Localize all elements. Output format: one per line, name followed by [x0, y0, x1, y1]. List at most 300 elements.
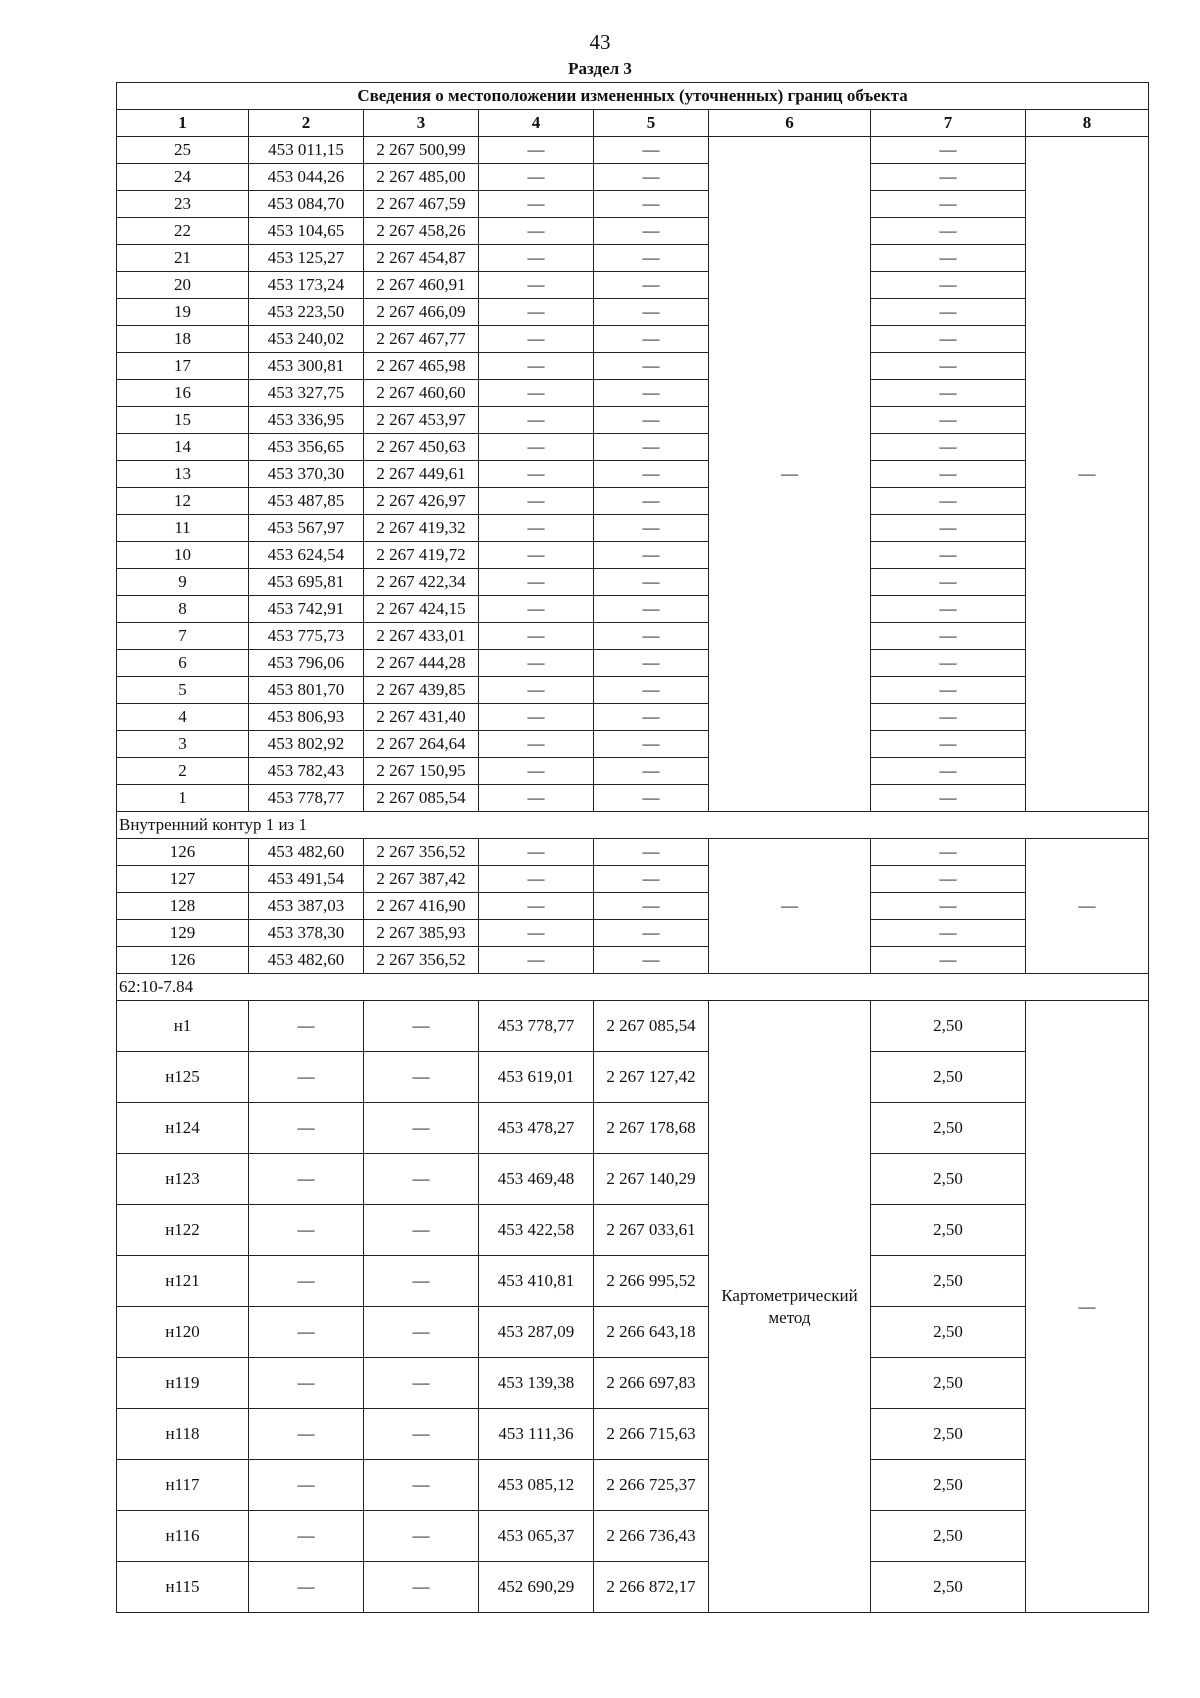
old-y-cell: 2 267 416,90 — [364, 893, 479, 920]
table-row — [117, 1460, 1149, 1511]
table-row — [117, 407, 1149, 434]
accuracy-cell: — — [871, 515, 1026, 542]
table-row — [117, 1358, 1149, 1409]
parcel-label: 62:10-7.84 — [117, 974, 1149, 1001]
new-x-cell: 453 111,36 — [479, 1409, 594, 1460]
old-y-cell: 2 267 460,60 — [364, 380, 479, 407]
table-row — [117, 1154, 1149, 1205]
old-x-cell: 453 801,70 — [249, 677, 364, 704]
table-row — [117, 191, 1149, 218]
old-y-cell: — — [364, 1256, 479, 1307]
table-row — [117, 758, 1149, 785]
new-x-cell: — — [479, 191, 594, 218]
point-number-cell: н1 — [117, 1001, 249, 1052]
page-number: 43 — [589, 30, 611, 54]
table-row — [117, 1052, 1149, 1103]
accuracy-cell: 2,50 — [871, 1052, 1026, 1103]
table-row — [117, 893, 1149, 920]
old-y-cell: 2 267 444,28 — [364, 650, 479, 677]
old-y-cell: 2 267 485,00 — [364, 164, 479, 191]
old-y-cell: — — [364, 1205, 479, 1256]
accuracy-cell: — — [871, 650, 1026, 677]
point-number-cell: 127 — [117, 866, 249, 893]
method-cell: — — [709, 137, 871, 812]
new-y-cell: — — [594, 299, 709, 326]
table-row — [117, 596, 1149, 623]
accuracy-cell: — — [871, 731, 1026, 758]
old-y-cell: 2 267 419,72 — [364, 542, 479, 569]
point-number-cell: н123 — [117, 1154, 249, 1205]
point-number-cell: 1 — [117, 785, 249, 812]
new-x-cell: — — [479, 299, 594, 326]
new-y-cell: — — [594, 137, 709, 164]
new-y-cell: 2 266 643,18 — [594, 1307, 709, 1358]
new-y-cell: 2 266 995,52 — [594, 1256, 709, 1307]
old-x-cell: 453 775,73 — [249, 623, 364, 650]
new-x-cell: — — [479, 515, 594, 542]
old-y-cell: 2 267 453,97 — [364, 407, 479, 434]
point-number-cell: 19 — [117, 299, 249, 326]
old-y-cell: 2 267 085,54 — [364, 785, 479, 812]
table-row — [117, 434, 1149, 461]
old-x-cell: 453 240,02 — [249, 326, 364, 353]
old-y-cell: 2 267 449,61 — [364, 461, 479, 488]
table-title: Сведения о местоположении измененных (уточненных) границ объекта — [117, 83, 1149, 110]
new-x-cell: 453 065,37 — [479, 1511, 594, 1562]
point-number-cell: 21 — [117, 245, 249, 272]
new-y-cell: — — [594, 245, 709, 272]
description-cell: — — [1026, 839, 1149, 974]
old-x-cell: — — [249, 1001, 364, 1052]
table-row — [117, 1562, 1149, 1613]
column-header-4: 4 — [479, 110, 594, 137]
old-x-cell: 453 044,26 — [249, 164, 364, 191]
new-y-cell: — — [594, 947, 709, 974]
new-x-cell: 453 085,12 — [479, 1460, 594, 1511]
old-x-cell: 453 300,81 — [249, 353, 364, 380]
point-number-cell: 2 — [117, 758, 249, 785]
new-y-cell: — — [594, 839, 709, 866]
new-y-cell: — — [594, 272, 709, 299]
old-x-cell: 453 011,15 — [249, 137, 364, 164]
new-y-cell: — — [594, 920, 709, 947]
new-x-cell: — — [479, 434, 594, 461]
accuracy-cell: — — [871, 407, 1026, 434]
accuracy-cell: — — [871, 245, 1026, 272]
old-y-cell: — — [364, 1001, 479, 1052]
method-cell: Картометрический метод — [709, 1001, 871, 1613]
new-y-cell: — — [594, 785, 709, 812]
new-x-cell: — — [479, 542, 594, 569]
point-number-cell: 16 — [117, 380, 249, 407]
old-y-cell: 2 267 431,40 — [364, 704, 479, 731]
table-row — [117, 245, 1149, 272]
accuracy-cell: 2,50 — [871, 1460, 1026, 1511]
column-header-8: 8 — [1026, 110, 1149, 137]
table-row — [117, 299, 1149, 326]
new-y-cell: 2 266 715,63 — [594, 1409, 709, 1460]
accuracy-cell: — — [871, 191, 1026, 218]
old-x-cell: 453 742,91 — [249, 596, 364, 623]
old-x-cell: 453 782,43 — [249, 758, 364, 785]
old-x-cell: 453 806,93 — [249, 704, 364, 731]
new-y-cell: — — [594, 677, 709, 704]
point-number-cell: н121 — [117, 1256, 249, 1307]
old-x-cell: 453 356,65 — [249, 434, 364, 461]
table-row — [117, 947, 1149, 974]
accuracy-cell: — — [871, 866, 1026, 893]
new-x-cell: — — [479, 488, 594, 515]
old-y-cell: — — [364, 1103, 479, 1154]
new-x-cell: — — [479, 164, 594, 191]
new-x-cell: — — [479, 245, 594, 272]
new-x-cell: — — [479, 272, 594, 299]
table-row — [117, 839, 1149, 866]
point-number-cell: 17 — [117, 353, 249, 380]
point-number-cell: 9 — [117, 569, 249, 596]
old-y-cell: 2 267 433,01 — [364, 623, 479, 650]
table-row — [117, 1103, 1149, 1154]
point-number-cell: 6 — [117, 650, 249, 677]
point-number-cell: н119 — [117, 1358, 249, 1409]
table-row — [117, 866, 1149, 893]
point-number-cell: 20 — [117, 272, 249, 299]
point-number-cell: 11 — [117, 515, 249, 542]
table-row — [117, 461, 1149, 488]
old-x-cell: 453 491,54 — [249, 866, 364, 893]
new-y-cell: 2 266 697,83 — [594, 1358, 709, 1409]
new-x-cell: — — [479, 380, 594, 407]
new-y-cell: 2 266 725,37 — [594, 1460, 709, 1511]
accuracy-cell: — — [871, 596, 1026, 623]
table-row — [117, 731, 1149, 758]
point-number-cell: 128 — [117, 893, 249, 920]
old-x-cell: 453 624,54 — [249, 542, 364, 569]
accuracy-cell: — — [871, 380, 1026, 407]
accuracy-cell: 2,50 — [871, 1307, 1026, 1358]
table-row — [117, 353, 1149, 380]
table-row — [117, 650, 1149, 677]
new-y-cell: — — [594, 596, 709, 623]
section-row — [117, 812, 1149, 839]
old-x-cell: — — [249, 1511, 364, 1562]
new-y-cell: 2 267 085,54 — [594, 1001, 709, 1052]
old-x-cell: 453 084,70 — [249, 191, 364, 218]
table-row — [117, 704, 1149, 731]
point-number-cell: н116 — [117, 1511, 249, 1562]
accuracy-cell: — — [871, 164, 1026, 191]
old-x-cell: 453 336,95 — [249, 407, 364, 434]
old-x-cell: 453 125,27 — [249, 245, 364, 272]
accuracy-cell: — — [871, 839, 1026, 866]
method-cell: — — [709, 839, 871, 974]
new-y-cell: — — [594, 407, 709, 434]
new-y-cell: — — [594, 326, 709, 353]
point-number-cell: 3 — [117, 731, 249, 758]
old-x-cell: — — [249, 1460, 364, 1511]
new-x-cell: — — [479, 596, 594, 623]
old-y-cell: 2 267 387,42 — [364, 866, 479, 893]
old-y-cell: 2 267 385,93 — [364, 920, 479, 947]
point-number-cell: 25 — [117, 137, 249, 164]
new-x-cell: — — [479, 677, 594, 704]
new-y-cell: 2 266 872,17 — [594, 1562, 709, 1613]
point-number-cell: 129 — [117, 920, 249, 947]
old-x-cell: 453 370,30 — [249, 461, 364, 488]
point-number-cell: 10 — [117, 542, 249, 569]
accuracy-cell: — — [871, 542, 1026, 569]
new-x-cell: — — [479, 650, 594, 677]
old-y-cell: 2 267 426,97 — [364, 488, 479, 515]
old-x-cell: 453 223,50 — [249, 299, 364, 326]
new-x-cell: — — [479, 353, 594, 380]
old-x-cell: 453 378,30 — [249, 920, 364, 947]
accuracy-cell: 2,50 — [871, 1409, 1026, 1460]
old-y-cell: 2 267 424,15 — [364, 596, 479, 623]
accuracy-cell: — — [871, 677, 1026, 704]
old-y-cell: 2 267 454,87 — [364, 245, 479, 272]
new-x-cell: 453 619,01 — [479, 1052, 594, 1103]
old-x-cell: 453 327,75 — [249, 380, 364, 407]
point-number-cell: 12 — [117, 488, 249, 515]
new-x-cell: — — [479, 785, 594, 812]
new-y-cell: — — [594, 758, 709, 785]
old-y-cell: 2 267 467,59 — [364, 191, 479, 218]
point-number-cell: 15 — [117, 407, 249, 434]
column-header-2: 2 — [249, 110, 364, 137]
accuracy-cell: 2,50 — [871, 1154, 1026, 1205]
old-y-cell: — — [364, 1460, 479, 1511]
accuracy-cell: 2,50 — [871, 1562, 1026, 1613]
section-title: Раздел 3 — [568, 59, 632, 78]
accuracy-cell: — — [871, 758, 1026, 785]
new-x-cell: — — [479, 704, 594, 731]
old-x-cell: 453 387,03 — [249, 893, 364, 920]
point-number-cell: н122 — [117, 1205, 249, 1256]
new-x-cell: — — [479, 137, 594, 164]
accuracy-cell: — — [871, 299, 1026, 326]
new-x-cell: 452 690,29 — [479, 1562, 594, 1613]
accuracy-cell: — — [871, 623, 1026, 650]
accuracy-cell: 2,50 — [871, 1001, 1026, 1052]
old-x-cell: 453 796,06 — [249, 650, 364, 677]
old-x-cell: 453 778,77 — [249, 785, 364, 812]
new-x-cell: 453 778,77 — [479, 1001, 594, 1052]
old-y-cell: 2 267 458,26 — [364, 218, 479, 245]
new-y-cell: — — [594, 164, 709, 191]
old-y-cell: — — [364, 1409, 479, 1460]
new-y-cell: — — [594, 650, 709, 677]
point-number-cell: н120 — [117, 1307, 249, 1358]
point-number-cell: 126 — [117, 947, 249, 974]
new-y-cell: — — [594, 731, 709, 758]
point-number-cell: 126 — [117, 839, 249, 866]
column-header-3: 3 — [364, 110, 479, 137]
new-x-cell: 453 469,48 — [479, 1154, 594, 1205]
table-row — [117, 920, 1149, 947]
point-number-cell: 18 — [117, 326, 249, 353]
new-x-cell: — — [479, 893, 594, 920]
old-y-cell: 2 267 500,99 — [364, 137, 479, 164]
table-row — [117, 164, 1149, 191]
old-x-cell: 453 173,24 — [249, 272, 364, 299]
new-x-cell: — — [479, 731, 594, 758]
old-x-cell: — — [249, 1154, 364, 1205]
table-row — [117, 218, 1149, 245]
new-y-cell: — — [594, 704, 709, 731]
new-x-cell: — — [479, 461, 594, 488]
table-row — [117, 542, 1149, 569]
point-number-cell: 13 — [117, 461, 249, 488]
new-y-cell: — — [594, 542, 709, 569]
accuracy-cell: — — [871, 137, 1026, 164]
column-header-1: 1 — [117, 110, 249, 137]
new-x-cell: — — [479, 839, 594, 866]
new-y-cell: — — [594, 893, 709, 920]
description-cell: — — [1026, 137, 1149, 812]
new-x-cell: — — [479, 623, 594, 650]
point-number-cell: 23 — [117, 191, 249, 218]
new-y-cell: — — [594, 380, 709, 407]
new-y-cell: — — [594, 218, 709, 245]
point-number-cell: н124 — [117, 1103, 249, 1154]
new-x-cell: — — [479, 326, 594, 353]
table-row — [117, 1511, 1149, 1562]
table-row — [117, 1409, 1149, 1460]
old-x-cell: — — [249, 1205, 364, 1256]
accuracy-cell: — — [871, 488, 1026, 515]
old-x-cell: — — [249, 1409, 364, 1460]
new-x-cell: — — [479, 569, 594, 596]
new-y-cell: — — [594, 866, 709, 893]
table-row — [117, 1256, 1149, 1307]
point-number-cell: н125 — [117, 1052, 249, 1103]
new-x-cell: — — [479, 866, 594, 893]
new-y-cell: — — [594, 461, 709, 488]
new-x-cell: 453 410,81 — [479, 1256, 594, 1307]
new-y-cell: 2 267 127,42 — [594, 1052, 709, 1103]
accuracy-cell: — — [871, 461, 1026, 488]
table-row — [117, 785, 1149, 812]
old-x-cell: 453 695,81 — [249, 569, 364, 596]
old-y-cell: 2 267 465,98 — [364, 353, 479, 380]
table-row — [117, 623, 1149, 650]
old-x-cell: — — [249, 1562, 364, 1613]
accuracy-cell: — — [871, 893, 1026, 920]
point-number-cell: 5 — [117, 677, 249, 704]
old-x-cell: — — [249, 1358, 364, 1409]
old-y-cell: 2 267 419,32 — [364, 515, 479, 542]
old-x-cell: — — [249, 1103, 364, 1154]
point-number-cell: н118 — [117, 1409, 249, 1460]
table-row — [117, 677, 1149, 704]
boundary-table — [116, 82, 1149, 1613]
table-row — [117, 1205, 1149, 1256]
accuracy-cell: — — [871, 434, 1026, 461]
accuracy-cell: — — [871, 704, 1026, 731]
accuracy-cell: — — [871, 353, 1026, 380]
old-x-cell: — — [249, 1052, 364, 1103]
table-row — [117, 272, 1149, 299]
new-y-cell: 2 267 178,68 — [594, 1103, 709, 1154]
accuracy-cell: — — [871, 920, 1026, 947]
old-y-cell: 2 267 450,63 — [364, 434, 479, 461]
point-number-cell: 8 — [117, 596, 249, 623]
table-row — [117, 488, 1149, 515]
accuracy-cell: 2,50 — [871, 1103, 1026, 1154]
point-number-cell: 7 — [117, 623, 249, 650]
new-y-cell: 2 267 140,29 — [594, 1154, 709, 1205]
new-x-cell: 453 422,58 — [479, 1205, 594, 1256]
old-y-cell: 2 267 356,52 — [364, 947, 479, 974]
new-x-cell: 453 287,09 — [479, 1307, 594, 1358]
new-y-cell: — — [594, 434, 709, 461]
old-x-cell: 453 567,97 — [249, 515, 364, 542]
old-x-cell: 453 482,60 — [249, 839, 364, 866]
point-number-cell: 22 — [117, 218, 249, 245]
accuracy-cell: — — [871, 218, 1026, 245]
old-x-cell: — — [249, 1307, 364, 1358]
point-number-cell: 4 — [117, 704, 249, 731]
new-x-cell: 453 139,38 — [479, 1358, 594, 1409]
accuracy-cell: 2,50 — [871, 1358, 1026, 1409]
table-row — [117, 1001, 1149, 1052]
old-x-cell: 453 802,92 — [249, 731, 364, 758]
accuracy-cell: 2,50 — [871, 1205, 1026, 1256]
table-row — [117, 137, 1149, 164]
table-row — [117, 515, 1149, 542]
new-y-cell: — — [594, 488, 709, 515]
old-y-cell: — — [364, 1052, 479, 1103]
old-y-cell: — — [364, 1358, 479, 1409]
new-y-cell: — — [594, 515, 709, 542]
column-header-7: 7 — [871, 110, 1026, 137]
column-header-5: 5 — [594, 110, 709, 137]
old-y-cell: 2 267 460,91 — [364, 272, 479, 299]
old-y-cell: 2 267 356,52 — [364, 839, 479, 866]
old-y-cell: — — [364, 1307, 479, 1358]
accuracy-cell: 2,50 — [871, 1256, 1026, 1307]
new-y-cell: — — [594, 569, 709, 596]
old-y-cell: — — [364, 1511, 479, 1562]
point-number-cell: н117 — [117, 1460, 249, 1511]
accuracy-cell: — — [871, 272, 1026, 299]
old-x-cell: 453 104,65 — [249, 218, 364, 245]
old-y-cell: 2 267 150,95 — [364, 758, 479, 785]
old-x-cell: 453 482,60 — [249, 947, 364, 974]
old-y-cell: 2 267 467,77 — [364, 326, 479, 353]
description-cell: — — [1026, 1001, 1149, 1613]
inner-contour-label: Внутренний контур 1 из 1 — [117, 812, 1149, 839]
new-x-cell: — — [479, 407, 594, 434]
point-number-cell: 24 — [117, 164, 249, 191]
new-y-cell: — — [594, 191, 709, 218]
old-y-cell: — — [364, 1154, 479, 1205]
old-x-cell: 453 487,85 — [249, 488, 364, 515]
old-y-cell: 2 267 439,85 — [364, 677, 479, 704]
point-number-cell: 14 — [117, 434, 249, 461]
table-row — [117, 1307, 1149, 1358]
section-row — [117, 974, 1149, 1001]
new-x-cell: — — [479, 947, 594, 974]
point-number-cell: н115 — [117, 1562, 249, 1613]
new-y-cell: — — [594, 353, 709, 380]
old-y-cell: 2 267 264,64 — [364, 731, 479, 758]
new-x-cell: — — [479, 758, 594, 785]
table-row — [117, 380, 1149, 407]
accuracy-cell: 2,50 — [871, 1511, 1026, 1562]
accuracy-cell: — — [871, 326, 1026, 353]
